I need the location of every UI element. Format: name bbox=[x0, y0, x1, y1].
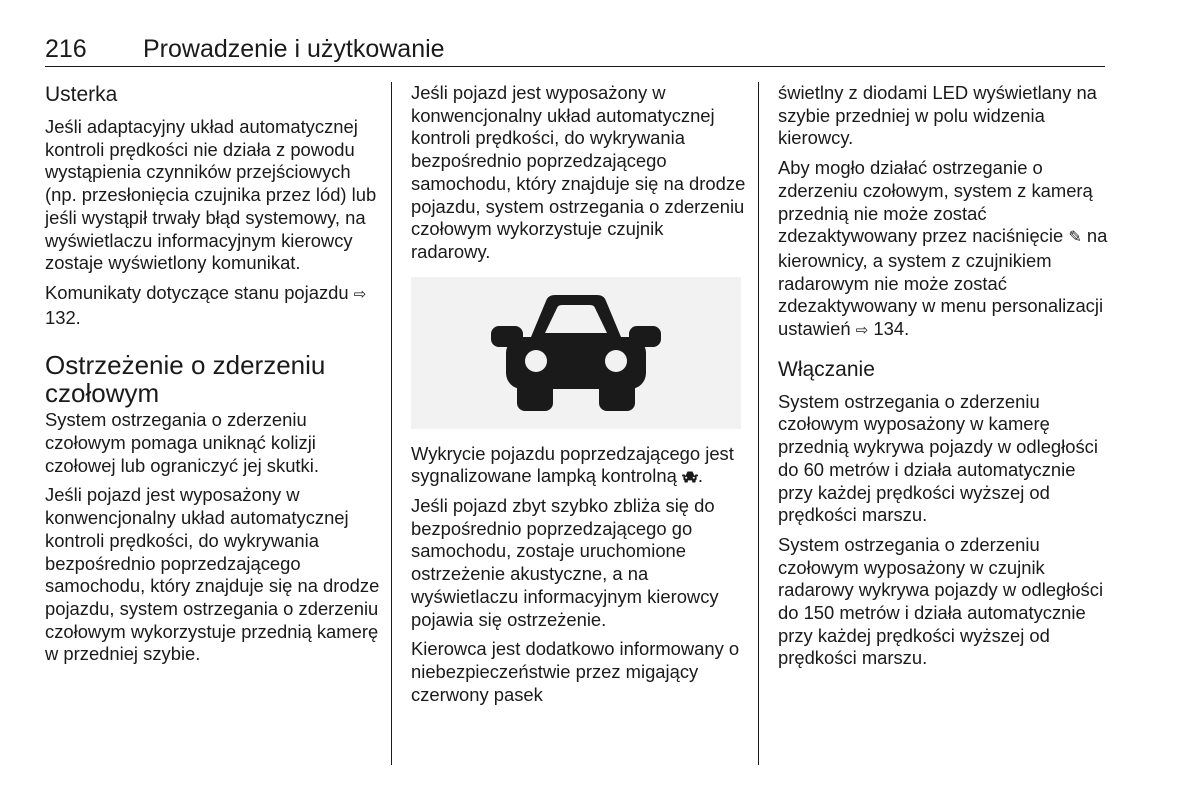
car-illustration bbox=[411, 277, 741, 429]
detection-text: Wykrycie pojazdu poprzedzającego jest sygnalizowane lampką kontrolną bbox=[411, 442, 734, 487]
car-front-icon bbox=[491, 291, 661, 415]
paragraph-acoustic: Jeśli pojazd zbyt szybko zbliża się do bezpośrednio poprzedzającego go samochodu, zostaje uruchomione ostrzeżenie akustyczne, a na wyświetlaczu informacyjnym kierowcy pojawia się ostrzeżenie. bbox=[411, 495, 719, 630]
paragraph-deactivation bbox=[778, 157, 1108, 343]
komunikaty-text: Komunikaty dotyczące stanu pojazdu bbox=[45, 281, 349, 303]
chapter-title: Prowadzenie i użytkowanie bbox=[143, 35, 445, 63]
deactivation-text-a: Aby mogło działać ostrzeganie o zderzeniu czołowym, system z kamerą przednią nie może zostać zdezaktywowany przez naciśnięcie bbox=[778, 157, 1093, 247]
reference-arrow-icon: ⇨ bbox=[855, 322, 869, 340]
paragraph-detection bbox=[411, 443, 746, 488]
column-2 bbox=[411, 82, 746, 713]
column-divider-2 bbox=[758, 82, 759, 765]
heading-wlaczanie: Włączanie bbox=[778, 357, 875, 381]
page-header bbox=[45, 34, 1105, 64]
section-title: Ostrzeżenie o zderzeniu czołowym bbox=[45, 350, 326, 409]
paragraph-camera: Jeśli pojazd jest wyposażony w konwencjonalny układ automatycznej kontroli prędkości, do wykrywania bezpośrednio poprzedzającego samochodu, który znajduje się na drodze pojazdu, system ostrzegania o zderzeniu czołowym wykorzystuje przednią kamerę w przedniej szybie. bbox=[45, 484, 380, 665]
header-divider bbox=[45, 66, 1105, 67]
column-1 bbox=[45, 82, 380, 673]
heading-usterka: Usterka bbox=[45, 83, 118, 106]
car-indicator-icon bbox=[682, 470, 698, 484]
collision-alert-button-icon: ✎ bbox=[1068, 229, 1082, 247]
page-number: 216 bbox=[45, 35, 87, 63]
paragraph-camera-range: System ostrzegania o zderzeniu czołowym wyposażony w kamerę przednią wykrywa pojazdy w odległości do 60 metrów i działa automatycznie przy każdej prędkości wyższej od prędkości marszu. bbox=[778, 390, 1098, 526]
reference-arrow-icon: ⇨ bbox=[353, 285, 367, 303]
page-reference-link[interactable]: 132. bbox=[45, 306, 81, 328]
column-divider-1 bbox=[391, 82, 392, 765]
paragraph-radar: Jeśli pojazd jest wyposażony w konwencjonalny układ automatycznej kontroli prędkości, do wykrywania bezpośrednio poprzedzającego samochodu, który znajduje się na drodze pojazdu, system ostrzegania o zderzeniu czołowym wykorzystuje czujnik radarowy. bbox=[411, 82, 746, 262]
paragraph-red-bar: Kierowca jest dodatkowo informowany o niebezpieczeństwie przez migający czerwony pasek bbox=[411, 638, 740, 705]
paragraph-radar-range: System ostrzegania o zderzeniu czołowym wyposażony w czujnik radarowy wykrywa pojazdy w odległości do 150 metrów i działa automatycznie przy każdej prędkości wyższej od prędkości marszu. bbox=[778, 533, 1104, 669]
deactivation-text-b: na kierownicy, a system z czujnikiem radarowym nie może zostać zdezaktywowany w menu personalizacji ustawień bbox=[778, 225, 1108, 340]
column-3 bbox=[778, 82, 1108, 677]
detection-end: . bbox=[697, 465, 704, 487]
paragraph-komunikaty bbox=[45, 282, 380, 329]
page-reference-link[interactable]: 134. bbox=[873, 318, 910, 340]
paragraph-led: świetlny z diodami LED wyświetlany na szybie przedniej w polu widzenia kierowcy. bbox=[778, 82, 1097, 149]
paragraph-intro: System ostrzegania o zderzeniu czołowym pomaga uniknąć kolizji czołowej lub ograniczyć jej skutki. bbox=[45, 409, 319, 476]
paragraph-usterka: Jeśli adaptacyjny układ automatycznej kontroli prędkości nie działa z powodu wystąpienia czynników przejściowych (np. przesłonięcia czujnika przez lód) lub jeśli wystąpił trwały błąd systemowy, na wyświetlaczu informacyjnym kierowcy zostaje wyświetlony komunikat. bbox=[45, 116, 377, 274]
